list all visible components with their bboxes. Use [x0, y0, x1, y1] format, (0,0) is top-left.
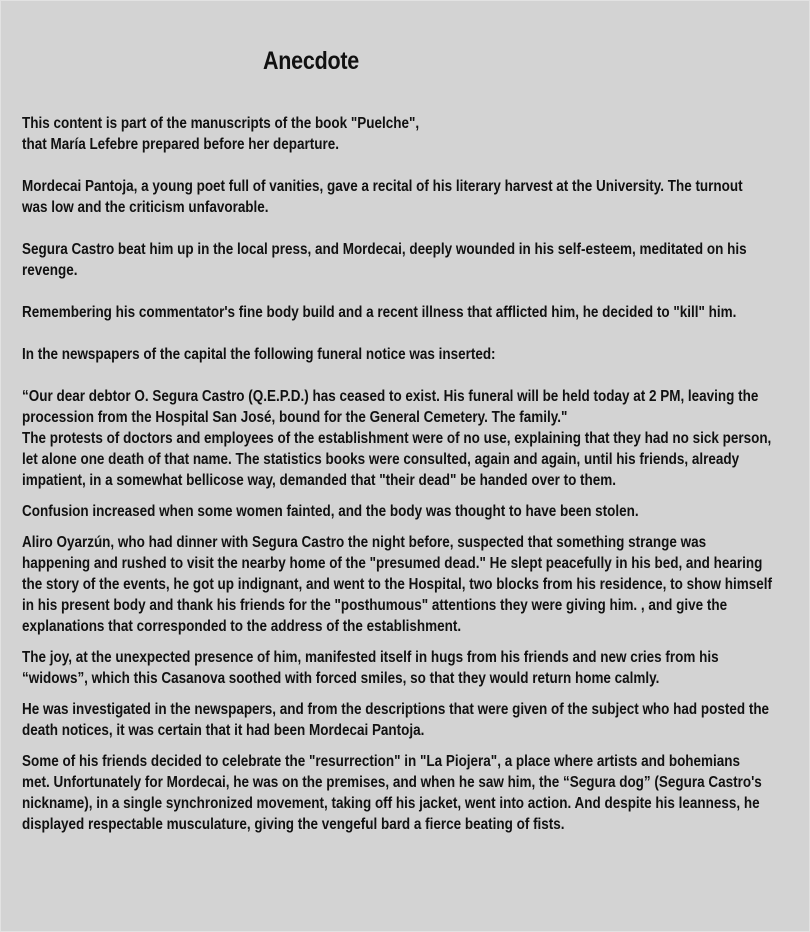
text-line: The joy, at the unexpected presence of him, manifested itself in hugs from his friends and new cries from his [22, 649, 719, 666]
text-line: happening and rushed to visit the nearby home of the "presumed dead." He slept peacefully in his bed, and hearing [22, 555, 763, 572]
text-line: Confusion increased when some women fainted, and the body was thought to have been stolen. [22, 503, 639, 520]
text-line: “widows”, which this Casanova soothed with forced smiles, so that they would return home calmly. [22, 670, 660, 687]
paragraph-8 [22, 647, 788, 689]
paragraph-9 [22, 699, 788, 741]
text-line: was low and the criticism unfavorable. [22, 199, 269, 216]
text-line: procession from the Hospital San José, bound for the General Cemetery. The family." [22, 409, 568, 426]
text-line: Aliro Oyarzún, who had dinner with Segura Castro the night before, suspected that something strange was [22, 534, 707, 551]
text-line: Some of his friends decided to celebrate the "resurrection" in "La Piojera", a place where artists and bohemians [22, 753, 741, 770]
text-line: the story of the events, he got up indignant, and went to the Hospital, two blocks from his residence, to show himself [22, 576, 772, 593]
text-line: displayed respectable musculature, giving the vengeful bard a fierce beating of fists. [22, 816, 565, 833]
text-line: In the newspapers of the capital the following funeral notice was inserted: [22, 346, 496, 363]
paragraph-5 [22, 386, 788, 491]
paragraph-6 [22, 501, 788, 522]
text-line: Remembering his commentator's fine body build and a recent illness that afflicted him, he decided to "kill" him. [22, 304, 737, 321]
text-line: nickname), in a single synchronized movement, taking off his jacket, went into action. And despite his leanness, he [22, 795, 760, 812]
text-line: He was investigated in the newspapers, and from the descriptions that were given of the subject who had posted the [22, 701, 770, 718]
text-line: The protests of doctors and employees of the establishment were of no use, explaining that they had no sick person, [22, 430, 772, 447]
text-line: met. Unfortunately for Mordecai, he was on the premises, and when he saw him, the “Segura dog” (Segura Castro's [22, 774, 762, 791]
paragraph-2 [22, 239, 788, 281]
paragraph-3 [22, 302, 788, 323]
text-line: Segura Castro beat him up in the local press, and Mordecai, deeply wounded in his self-esteem, meditated on his [22, 241, 747, 258]
paragraph-4 [22, 344, 788, 365]
text-line: in his present body and thank his friends for the "posthumous" attentions they were giving him. , and give the [22, 597, 728, 614]
text-line: “Our dear debtor O. Segura Castro (Q.E.P.D.) has ceased to exist. His funeral will be held today at 2 PM, leaving the [22, 388, 759, 405]
paragraph-1 [22, 176, 788, 218]
text-line: revenge. [22, 262, 78, 279]
document-title: Anecdote [263, 47, 359, 75]
intro-paragraph [22, 113, 788, 155]
text-line: explanations that corresponded to the address of the establishment. [22, 618, 462, 635]
intro-line-1: This content is part of the manuscripts of the book "Puelche", [22, 115, 420, 132]
document-body [22, 113, 788, 835]
paragraph-10 [22, 751, 788, 835]
text-line: let alone one death of that name. The statistics books were consulted, again and again, until his friends, already [22, 451, 740, 468]
text-line: death notices, it was certain that it had been Mordecai Pantoja. [22, 722, 425, 739]
text-line: Mordecai Pantoja, a young poet full of vanities, gave a recital of his literary harvest at the University. The turnout [22, 178, 743, 195]
text-line: impatient, in a somewhat bellicose way, demanded that "their dead" be handed over to them. [22, 472, 617, 489]
intro-line-2: that María Lefebre prepared before her departure. [22, 136, 339, 153]
paragraph-7 [22, 532, 788, 637]
